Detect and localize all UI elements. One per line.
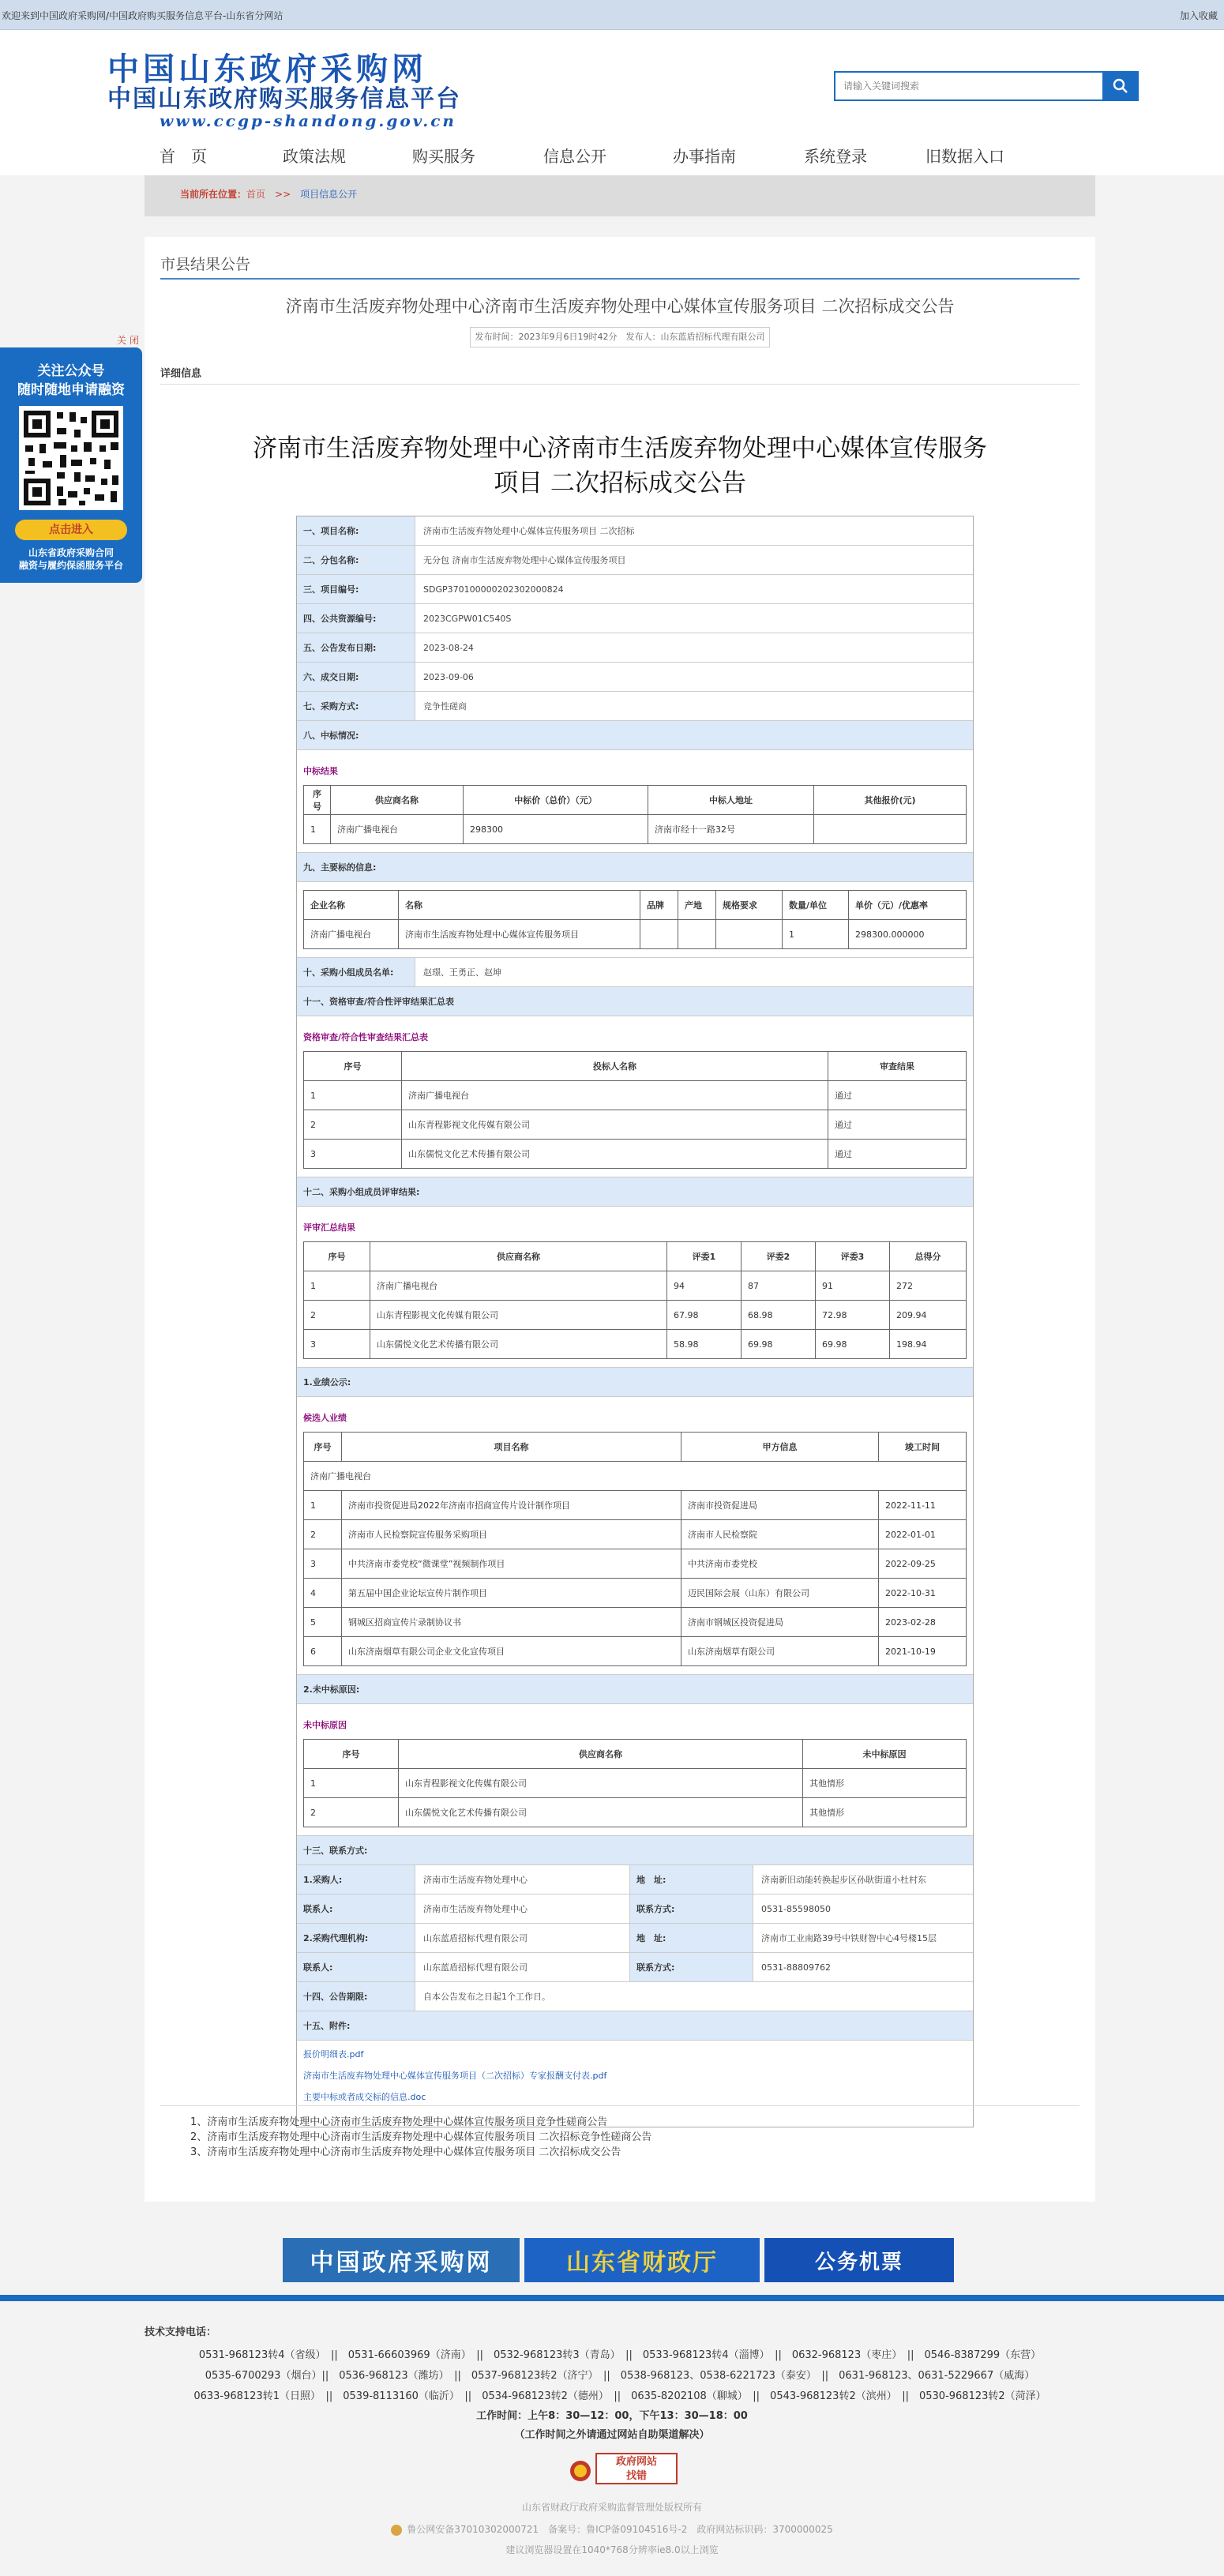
notice-title: 济南市生活废弃物处理中心济南市生活废弃物处理中心媒体宣传服务项目 二次招标成交公告	[285, 297, 955, 316]
table-header: 供应商名称	[370, 1242, 667, 1271]
work-hours-note: （工作时间之外请通过网站自助渠道解决）	[514, 2429, 710, 2441]
nav-policy[interactable]: 政策法规	[283, 147, 346, 166]
gov-emblem-icon	[569, 2459, 592, 2483]
table-header: 名称	[399, 891, 640, 920]
table-cell: 济南广播电视台	[402, 1081, 828, 1110]
table-row	[304, 1301, 967, 1330]
table-cell: 2	[304, 1520, 342, 1549]
contact-key: 2.采购代理机构:	[297, 1924, 415, 1952]
info-row	[297, 546, 973, 575]
table-row	[304, 1579, 967, 1608]
table-cell: 山东济南烟草有限公司	[681, 1637, 879, 1666]
footer-accent-bar	[0, 2295, 1224, 2301]
table-header: 单价（元）/优惠率	[849, 891, 967, 920]
lose-reason-subtitle: 未中标原因	[303, 1720, 347, 1730]
table-header: 序号	[304, 1740, 399, 1769]
info-key: 三、项目编号:	[297, 575, 415, 603]
table-header: 评委1	[667, 1242, 742, 1271]
contact-row	[297, 1924, 973, 1953]
table-header: 序号	[304, 1052, 402, 1081]
info-row	[297, 692, 973, 721]
section-14-row: 十四、公告期限: 自本公告发布之日起1个工作日。	[297, 1982, 973, 2011]
enter-button[interactable]: 点击进入	[15, 520, 127, 540]
table-cell: 1	[304, 1491, 342, 1520]
performance-header: 1.业绩公示:	[297, 1368, 973, 1397]
table-header: 中标价（总价）（元）	[464, 786, 648, 815]
lose-reason-block	[297, 1704, 973, 1836]
table-cell: 6	[304, 1637, 342, 1666]
table-cell: 钢城区招商宣传片录制协议书	[342, 1608, 681, 1637]
top-bar	[0, 0, 1224, 30]
related-divider	[160, 2105, 1079, 2106]
table-cell: 济南市生活废弃物处理中心媒体宣传服务项目	[399, 920, 640, 949]
table-cell: 山东儒悦文化艺术传播有限公司	[402, 1140, 828, 1169]
phone-line: 0633-968123转1（日照） || 0539-8113160（临沂） || 0534-968123转2（德州） || 0635-8202108（聊城） || 0543-968123转2（滨州） || 0530-968123转2（菏泽）	[193, 2390, 1046, 2402]
table-cell: 济南市经十一路32号	[648, 815, 814, 844]
score-block	[297, 1207, 973, 1368]
ad-line-4: 融资与履约保函服务平台	[18, 560, 123, 571]
table-cell: 2023-02-28	[879, 1608, 967, 1637]
table-header: 竣工时间	[879, 1433, 967, 1462]
table-cell	[640, 920, 678, 949]
table-header: 企业名称	[304, 891, 399, 920]
table-header: 项目名称	[342, 1433, 681, 1462]
section-divider	[160, 278, 1079, 280]
nav-login[interactable]: 系统登录	[804, 147, 867, 166]
table-cell: 2	[304, 1798, 399, 1827]
info-row	[297, 663, 973, 692]
info-value: 竞争性磋商	[423, 701, 467, 712]
announcement-document	[296, 516, 974, 2127]
qualification-block	[297, 1016, 973, 1177]
welcome-text: 欢迎来到中国政府采购网/中国政府购买服务信息平台-山东省分网站	[2, 10, 283, 21]
score-subtitle: 评审汇总结果	[303, 1222, 355, 1233]
site-header	[0, 30, 1224, 134]
related-link[interactable]: 3、济南市生活废弃物处理中心济南市生活废弃物处理中心媒体宣传服务项目 二次招标成交公告	[190, 2146, 621, 2158]
contact-row	[297, 1865, 973, 1894]
contact-row	[297, 1953, 973, 1982]
table-header: 其他报价(元)	[814, 786, 967, 815]
table-row	[304, 1637, 967, 1666]
breadcrumb-bar	[145, 175, 1095, 216]
info-value: 无分包 济南市生活废弃物处理中心媒体宣传服务项目	[423, 555, 626, 565]
breadcrumb-label: 当前所在位置：	[180, 189, 247, 200]
info-value: SDGP370100000202302000824	[423, 584, 564, 595]
table-row	[304, 1330, 967, 1359]
breadcrumb-separator: >>	[275, 189, 291, 200]
table-cell: 68.98	[742, 1301, 816, 1330]
table-cell: 济南市投资促进局	[681, 1491, 879, 1520]
info-key: 四、公共资源编号:	[297, 604, 415, 633]
gov-error-label: 政府网站 找错	[595, 2453, 678, 2484]
info-value: 2023-08-24	[423, 642, 474, 653]
info-value: 2023-09-06	[423, 671, 474, 682]
copyright: 山东省财政厅政府采购监督管理处版权所有	[521, 2502, 702, 2513]
contact-value: 山东蓝盾招标代理有限公司	[415, 1924, 630, 1952]
win-result-subtitle: 中标结果	[303, 766, 338, 776]
table-cell: 298300.000000	[849, 920, 967, 949]
lose-reason-table	[303, 1739, 967, 1827]
table-cell: 87	[742, 1271, 816, 1301]
table-cell: 中共济南市委党校	[681, 1549, 879, 1579]
table-cell	[678, 920, 716, 949]
table-header: 序号	[304, 1242, 370, 1271]
table-cell: 济南市投资促进局2022年济南市招商宣传片设计制作项目	[342, 1491, 681, 1520]
table-cell: 济南广播电视台	[304, 920, 399, 949]
qr-code-icon	[19, 406, 123, 510]
table-cell: 69.98	[816, 1330, 890, 1359]
table-cell: 1	[783, 920, 849, 949]
table-header: 评委2	[742, 1242, 816, 1271]
table-row	[304, 1549, 967, 1579]
table-cell: 济南市人民检察院宣传服务采购项目	[342, 1520, 681, 1549]
info-row	[297, 516, 973, 546]
nav-guide[interactable]: 办事指南	[673, 147, 736, 166]
items-block	[297, 882, 973, 958]
icp-record: 鲁公网安备37010302000721 备案号：鲁ICP备09104516号-2 政府网站标识码：3700000025	[0, 2522, 1224, 2536]
table-header: 供应商名称	[331, 786, 464, 815]
document-title: 济南市生活废弃物处理中心济南市生活废弃物处理中心媒体宣传服务项目 二次招标成交公告	[253, 434, 987, 498]
table-cell: 94	[667, 1271, 742, 1301]
banner-official-tickets[interactable]: 公务机票	[764, 2238, 954, 2282]
table-row	[304, 1491, 967, 1520]
banner-shandong-finance[interactable]: 山东省财政厅	[524, 2238, 760, 2282]
section-8-header: 八、中标情况:	[297, 721, 973, 750]
table-cell: 中共济南市委党校“微课堂”视频制作项目	[342, 1549, 681, 1579]
performance-subtitle: 候选人业绩	[303, 1413, 347, 1423]
gov-error-badge[interactable]	[569, 2448, 687, 2489]
info-row	[297, 633, 973, 663]
table-cell: 69.98	[742, 1330, 816, 1359]
table-header: 序号	[304, 786, 331, 815]
related-link[interactable]: 1、济南市生活废弃物处理中心济南市生活废弃物处理中心媒体宣传服务项目竞争性磋商公告	[190, 2116, 608, 2128]
table-row	[304, 1608, 967, 1637]
table-cell: 1	[304, 815, 331, 844]
support-title: 技术支持电话：	[145, 2326, 217, 2338]
table-cell: 58.98	[667, 1330, 742, 1359]
score-table	[303, 1241, 967, 1359]
contact-rows	[297, 1865, 973, 1982]
add-favorite-link[interactable]: 加入收藏	[1179, 10, 1218, 21]
partner-banners	[283, 2238, 954, 2282]
table-cell: 2022-10-31	[879, 1579, 967, 1608]
table-row	[304, 1081, 967, 1110]
table-header: 未中标原因	[803, 1740, 967, 1769]
info-value: 济南市生活废弃物处理中心媒体宣传服务项目 二次招标	[423, 526, 635, 536]
table-cell: 山东青程影视文化传媒有限公司	[399, 1769, 803, 1798]
search-box	[834, 71, 1139, 101]
win-result-table	[303, 785, 967, 844]
table-cell: 第五届中国企业论坛宣传片制作项目	[342, 1579, 681, 1608]
info-key: 二、分包名称:	[297, 546, 415, 574]
section-title: 市县结果公告	[160, 256, 251, 273]
table-cell: 山东儒悦文化艺术传播有限公司	[370, 1330, 667, 1359]
contact-key: 地 址:	[630, 1865, 753, 1894]
support-phones	[145, 2345, 1095, 2407]
nav-old-data[interactable]: 旧数据入口	[926, 147, 1004, 166]
table-cell: 济南广播电视台	[370, 1271, 667, 1301]
contact-value: 0531-85598050	[761, 1903, 831, 1914]
search-icon	[1113, 78, 1128, 94]
ad-line-1: 关注公众号	[37, 363, 105, 379]
table-header: 序号	[304, 1433, 342, 1462]
table-cell: 济南广播电视台	[331, 815, 464, 844]
nav-purchase-service[interactable]: 购买服务	[412, 147, 475, 166]
contact-key: 联系人:	[297, 1953, 415, 1981]
contact-value: 济南新旧动能转换起步区孙耿街道小杜村东	[761, 1875, 926, 1885]
contact-value: 山东蓝盾招标代理有限公司	[415, 1953, 630, 1981]
table-cell: 3	[304, 1549, 342, 1579]
section-9-header: 九、主要标的信息:	[297, 853, 973, 882]
table-row	[304, 1271, 967, 1301]
floating-ad[interactable]	[0, 347, 142, 583]
table-cell	[716, 920, 783, 949]
table-row	[304, 815, 967, 844]
contact-key: 地 址:	[630, 1924, 753, 1952]
logo-line-1: 中国山东政府采购网	[107, 51, 427, 88]
close-ad-button[interactable]: 关 闭	[117, 335, 139, 346]
attachment-list	[297, 2041, 973, 2127]
site-logo[interactable]	[107, 52, 518, 130]
ad-line-2: 随时随地申请融资	[17, 382, 125, 398]
table-header: 甲方信息	[681, 1433, 879, 1462]
table-header: 总得分	[890, 1242, 967, 1271]
table-cell: 298300	[464, 815, 648, 844]
info-row	[297, 604, 973, 633]
items-table	[303, 890, 967, 949]
table-cell: 5	[304, 1608, 342, 1637]
table-cell: 4	[304, 1579, 342, 1608]
table-row	[304, 1462, 967, 1491]
breadcrumb-current[interactable]: 项目信息公开	[300, 189, 358, 200]
table-cell: 济南市钢城区投资促进局	[681, 1608, 879, 1637]
table-cell: 3	[304, 1140, 402, 1169]
table-cell: 其他情形	[803, 1798, 967, 1827]
nav-home[interactable]: 首 页	[160, 147, 207, 166]
table-cell: 济南广播电视台	[304, 1462, 967, 1491]
contact-key: 1.采购人:	[297, 1865, 415, 1894]
contact-value: 济南市生活废弃物处理中心	[415, 1894, 630, 1923]
attachment-link[interactable]: 济南市生活废弃物处理中心媒体宣传服务项目（二次招标）专家报酬支付表.pdf	[303, 2071, 607, 2081]
breadcrumb	[180, 187, 357, 201]
banner-ccgp[interactable]: 中国政府采购网	[283, 2238, 520, 2282]
contact-key: 联系方式:	[630, 1953, 753, 1981]
table-row	[304, 1140, 967, 1169]
table-header: 评委3	[816, 1242, 890, 1271]
info-value: 2023CGPW01C540S	[423, 613, 512, 624]
performance-table	[303, 1432, 967, 1666]
logo-line-2: 中国山东政府购买服务信息平台	[107, 85, 461, 113]
site-footer	[0, 2301, 1224, 2576]
table-cell: 198.94	[890, 1330, 967, 1359]
phone-line: 0535-6700293（烟台）|| 0536-968123（潍坊） || 0537-968123转2（济宁） || 0538-968123、0538-6221723（泰安） || 0631-968123、0631-5229667（威海）	[205, 2370, 1035, 2382]
detail-divider	[160, 384, 1079, 385]
table-cell: 通过	[828, 1081, 967, 1110]
related-link[interactable]: 2、济南市生活废弃物处理中心济南市生活废弃物处理中心媒体宣传服务项目 二次招标竞争性磋商公告	[190, 2131, 652, 2143]
nav-info-public[interactable]: 信息公开	[543, 147, 606, 166]
table-cell: 1	[304, 1769, 399, 1798]
win-result-block	[297, 750, 973, 853]
ad-line-3: 山东省政府采购合同	[28, 547, 114, 558]
info-key: 七、采购方式:	[297, 692, 415, 720]
qualification-subtitle: 资格审查/符合性审查结果汇总表	[303, 1032, 429, 1042]
section-10-row: 十、采购小组成员名单: 赵璟、王勇正、赵坤	[297, 958, 973, 987]
table-cell: 其他情形	[803, 1769, 967, 1798]
table-cell: 1	[304, 1081, 402, 1110]
table-cell: 山东青程影视文化传媒有限公司	[370, 1301, 667, 1330]
table-cell: 72.98	[816, 1301, 890, 1330]
contact-value: 济南市生活废弃物处理中心	[415, 1865, 630, 1894]
info-row	[297, 575, 973, 604]
table-cell: 通过	[828, 1110, 967, 1140]
contact-key: 联系人:	[297, 1894, 415, 1923]
table-header: 品牌	[640, 891, 678, 920]
search-button[interactable]	[1102, 71, 1139, 101]
work-hours: 工作时间：上午8：30—12：00，下午13：30—18：00	[476, 2410, 748, 2422]
related-links	[190, 2115, 651, 2160]
contact-key: 联系方式:	[630, 1894, 753, 1923]
logo-url: www.ccgp-shandong.gov.cn	[160, 111, 456, 130]
phone-line: 0531-968123转4（省级） || 0531-66603969（济南） || 0532-968123转3（青岛） || 0533-968123转4（淄博） || 0632-968123（枣庄） || 0546-8387299（东营）	[198, 2349, 1042, 2361]
table-cell: 3	[304, 1330, 370, 1359]
table-cell: 迈民国际会展（山东）有限公司	[681, 1579, 879, 1608]
contact-row	[297, 1894, 973, 1924]
info-key: 六、成交日期:	[297, 663, 415, 691]
lose-reason-header: 2.未中标原因:	[297, 1675, 973, 1704]
table-row	[304, 1110, 967, 1140]
section-12-header: 十二、采购小组成员评审结果:	[297, 1177, 973, 1207]
table-cell: 2	[304, 1301, 370, 1330]
qualification-table	[303, 1051, 967, 1169]
table-cell: 山东儒悦文化艺术传播有限公司	[399, 1798, 803, 1827]
table-header: 规格要求	[716, 891, 783, 920]
table-row	[304, 920, 967, 949]
table-cell: 2022-01-01	[879, 1520, 967, 1549]
content-panel	[145, 237, 1095, 2202]
table-cell: 209.94	[890, 1301, 967, 1330]
table-cell: 山东济南烟草有限公司企业文化宣传项目	[342, 1637, 681, 1666]
table-header: 中标人地址	[648, 786, 814, 815]
contact-value: 济南市工业南路39号中铁财智中心4号楼15层	[761, 1933, 937, 1943]
table-cell: 2	[304, 1110, 402, 1140]
contact-value: 0531-88809762	[761, 1962, 831, 1973]
basic-info-rows	[297, 516, 973, 721]
info-key: 一、项目名称:	[297, 516, 415, 545]
table-cell: 1	[304, 1271, 370, 1301]
table-header: 审查结果	[828, 1052, 967, 1081]
table-header: 数量/单位	[783, 891, 849, 920]
breadcrumb-home[interactable]: 首页	[246, 189, 266, 200]
table-row	[304, 1769, 967, 1798]
attachment-link[interactable]: 主要中标或者成交标的信息.doc	[303, 2092, 426, 2102]
table-header: 供应商名称	[399, 1740, 803, 1769]
table-cell: 2021-10-19	[879, 1637, 967, 1666]
table-header: 产地	[678, 891, 716, 920]
table-cell: 272	[890, 1271, 967, 1301]
attachment-link[interactable]: 报价明细表.pdf	[303, 2049, 364, 2060]
table-row	[304, 1798, 967, 1827]
table-cell: 91	[816, 1271, 890, 1301]
info-key: 五、公告发布日期:	[297, 633, 415, 662]
detail-label: 详细信息	[160, 368, 202, 380]
table-cell: 2022-11-11	[879, 1491, 967, 1520]
search-input[interactable]	[835, 73, 1101, 100]
browser-tip: 建议浏览器设置在1040*768分辨率ie8.0以上浏览	[505, 2544, 719, 2555]
police-badge-icon	[391, 2525, 402, 2536]
table-cell: 67.98	[667, 1301, 742, 1330]
table-header: 投标人名称	[402, 1052, 828, 1081]
section-15-header: 十五、附件:	[297, 2011, 973, 2041]
performance-block	[297, 1397, 973, 1675]
table-row	[304, 1520, 967, 1549]
table-cell: 通过	[828, 1140, 967, 1169]
main-nav	[0, 134, 1224, 175]
table-cell	[814, 815, 967, 844]
publish-info: 发布时间：2023年9月6日19时42分 发布人：山东蓝盾招标代理有限公司	[470, 327, 770, 347]
table-cell: 山东青程影视文化传媒有限公司	[402, 1110, 828, 1140]
section-11-header: 十一、资格审查/符合性评审结果汇总表	[297, 987, 973, 1016]
table-cell: 2022-09-25	[879, 1549, 967, 1579]
table-cell: 济南市人民检察院	[681, 1520, 879, 1549]
section-13-header: 十三、联系方式:	[297, 1836, 973, 1865]
